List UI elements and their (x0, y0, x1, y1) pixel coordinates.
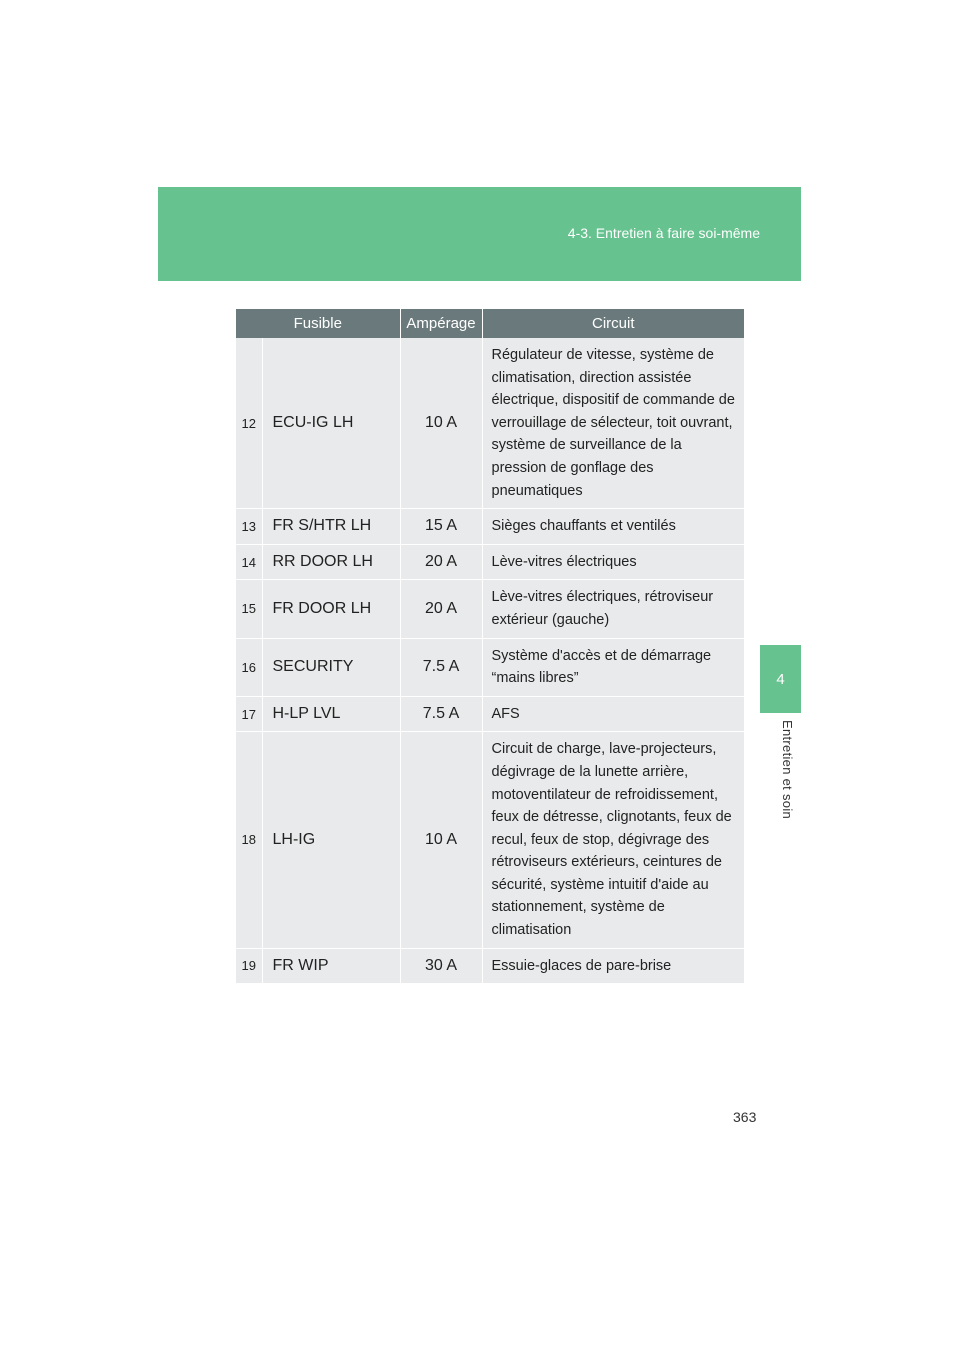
fuse-number: 19 (236, 948, 262, 984)
table-row (236, 544, 744, 580)
section-title: 4-3. Entretien à faire soi-même (567, 225, 760, 241)
fuse-number: 14 (236, 544, 262, 580)
fuse-amperage: 20 A (400, 580, 482, 638)
fuse-number: 16 (236, 638, 262, 696)
fuse-number: 18 (236, 732, 262, 948)
fuse-circuit: Sièges chauffants et ventilés (482, 509, 744, 545)
fuse-circuit: Lève-vitres électriques (482, 544, 744, 580)
header-fuse: Fusible (236, 309, 400, 338)
chapter-label: Entretien et soin (780, 720, 795, 820)
fuse-number: 12 (236, 338, 262, 509)
fuse-circuit: Essuie-glaces de pare-brise (482, 948, 744, 984)
fuse-amperage: 10 A (400, 732, 482, 948)
table-row (236, 948, 744, 984)
fuse-circuit: Circuit de charge, lave-projecteurs, dégivrage de la lunette arrière, motoventilateur de refroidissement, feux de détresse, clignotants, feux de recul, feux de stop, dégivrage des rétroviseurs extérieurs, ceintures de sécurité, système intuitif d'aide au stationnement, système de climatisation (482, 732, 744, 948)
fuse-amperage: 30 A (400, 948, 482, 984)
fuse-name: FR WIP (262, 948, 400, 984)
fuse-name: RR DOOR LH (262, 544, 400, 580)
chapter-tab (760, 645, 801, 713)
fuse-number: 13 (236, 509, 262, 545)
fuse-circuit: AFS (482, 696, 744, 732)
fuse-amperage: 15 A (400, 509, 482, 545)
fuse-table (236, 309, 744, 984)
table-row (236, 638, 744, 696)
fuse-name: H-LP LVL (262, 696, 400, 732)
fuse-number: 15 (236, 580, 262, 638)
fuse-amperage: 20 A (400, 544, 482, 580)
fuse-name: SECURITY (262, 638, 400, 696)
table-row (236, 732, 744, 948)
fuse-name: ECU-IG LH (262, 338, 400, 509)
fuse-amperage: 7.5 A (400, 696, 482, 732)
section-header-band (158, 187, 801, 281)
table-row (236, 580, 744, 638)
table-body (236, 338, 744, 984)
header-circuit: Circuit (482, 309, 744, 338)
page-number: 363 (733, 1109, 757, 1125)
header-amperage: Ampérage (400, 309, 482, 338)
fuse-name: LH-IG (262, 732, 400, 948)
fuse-name: FR S/HTR LH (262, 509, 400, 545)
table-row (236, 696, 744, 732)
table-row (236, 338, 744, 509)
chapter-number: 4 (776, 670, 785, 688)
fuse-number: 17 (236, 696, 262, 732)
table-header-row (236, 309, 744, 338)
fuse-amperage: 10 A (400, 338, 482, 509)
fuse-circuit: Système d'accès et de démarrage “mains libres” (482, 638, 744, 696)
fuse-name: FR DOOR LH (262, 580, 400, 638)
fuse-circuit: Régulateur de vitesse, système de climatisation, direction assistée électrique, dispositif de commande de verrouillage de sélecteur, toit ouvrant, système de surveillance de la pression de gonflage des pneumatiques (482, 338, 744, 509)
fuse-amperage: 7.5 A (400, 638, 482, 696)
fuse-circuit: Lève-vitres électriques, rétroviseur extérieur (gauche) (482, 580, 744, 638)
table-row (236, 509, 744, 545)
